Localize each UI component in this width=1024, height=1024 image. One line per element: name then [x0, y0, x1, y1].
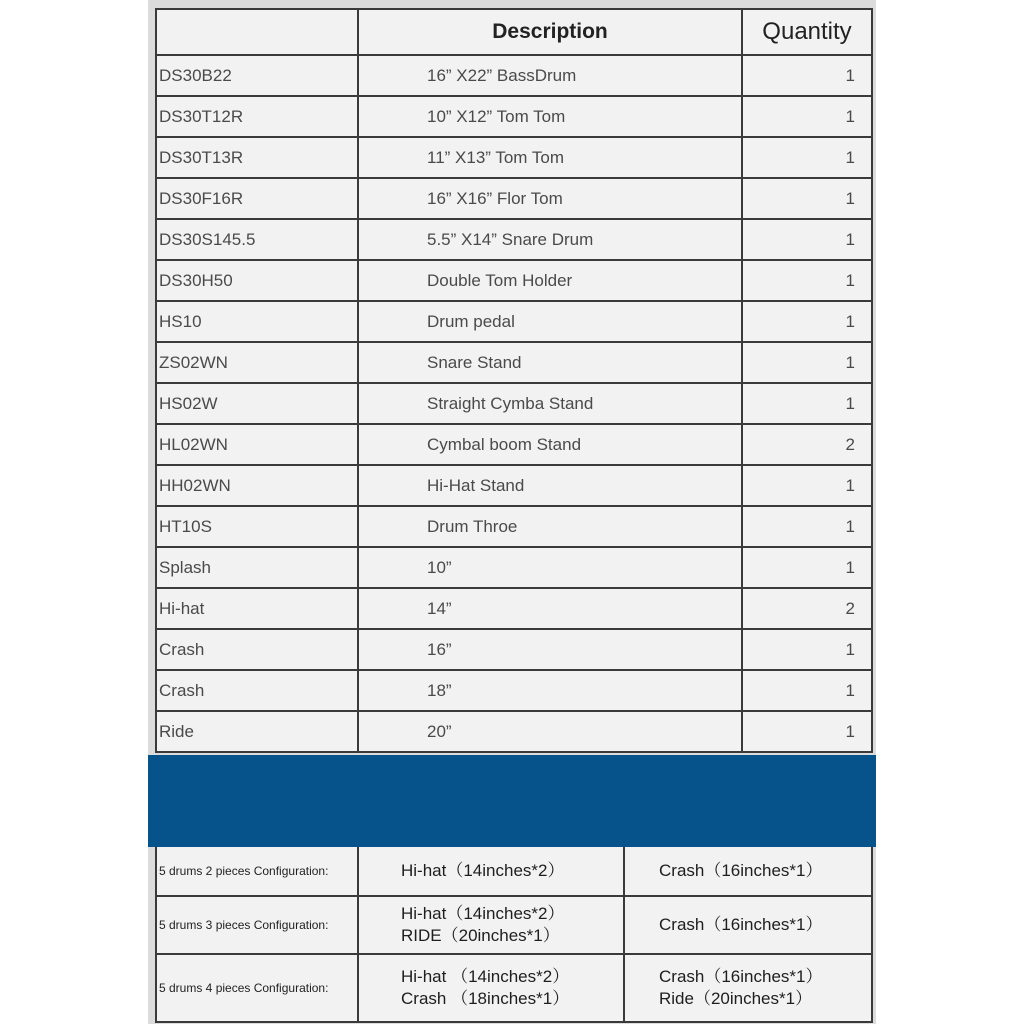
configuration-item: RIDE（20inches*1） — [401, 926, 560, 945]
cell-code: DS30S145.5 — [156, 219, 358, 260]
configuration-row — [156, 847, 872, 896]
cell-description: 11” X13” Tom Tom — [358, 137, 742, 178]
cell-description: 18” — [358, 670, 742, 711]
cell-code: DS30T12R — [156, 96, 358, 137]
table-row — [156, 383, 872, 424]
cell-description: Snare Stand — [358, 342, 742, 383]
table-row — [156, 260, 872, 301]
cell-quantity: 1 — [742, 670, 872, 711]
configuration-col2 — [624, 847, 872, 896]
configuration-label: 5 drums 4 pieces Configuration: — [156, 954, 358, 1022]
table-row — [156, 424, 872, 465]
configuration-item: Crash（16inches*1） — [659, 861, 823, 880]
cell-description: 14” — [358, 588, 742, 629]
cell-quantity: 2 — [742, 588, 872, 629]
cell-quantity: 1 — [742, 506, 872, 547]
table-row — [156, 178, 872, 219]
configuration-row — [156, 896, 872, 954]
table-row — [156, 506, 872, 547]
cell-code: HH02WN — [156, 465, 358, 506]
header-code — [156, 9, 358, 55]
cell-quantity: 1 — [742, 137, 872, 178]
parts-table-body — [156, 55, 872, 752]
table-row — [156, 670, 872, 711]
configuration-item: Crash（16inches*1） — [659, 967, 823, 986]
cell-quantity: 1 — [742, 178, 872, 219]
configuration-item: Ride（20inches*1） — [659, 989, 813, 1008]
configuration-row — [156, 954, 872, 1022]
cell-quantity: 1 — [742, 96, 872, 137]
table-row — [156, 219, 872, 260]
header-quantity: Quantity — [742, 9, 872, 55]
cell-description: Straight Cymba Stand — [358, 383, 742, 424]
configuration-item: Hi-hat （14inches*2） — [401, 967, 570, 986]
table-row — [156, 55, 872, 96]
cell-description: Hi-Hat Stand — [358, 465, 742, 506]
configuration-col1 — [358, 847, 624, 896]
cell-code: HL02WN — [156, 424, 358, 465]
configuration-table-body — [156, 847, 872, 1022]
table-row — [156, 547, 872, 588]
cell-code: ZS02WN — [156, 342, 358, 383]
table-header-row — [156, 9, 872, 55]
configuration-item: Crash （18inches*1） — [401, 989, 570, 1008]
cell-code: HS02W — [156, 383, 358, 424]
table-row — [156, 96, 872, 137]
table-row — [156, 137, 872, 178]
cell-quantity: 1 — [742, 547, 872, 588]
configuration-item: Crash（16inches*1） — [659, 915, 823, 934]
cell-quantity: 1 — [742, 55, 872, 96]
configuration-col2 — [624, 954, 872, 1022]
cell-code: Hi-hat — [156, 588, 358, 629]
cell-code: Crash — [156, 629, 358, 670]
configuration-label: 5 drums 3 pieces Configuration: — [156, 896, 358, 954]
cell-description: Cymbal boom Stand — [358, 424, 742, 465]
configuration-item: Hi-hat（14inches*2） — [401, 904, 565, 923]
cell-code: HT10S — [156, 506, 358, 547]
cell-description: 10” X12” Tom Tom — [358, 96, 742, 137]
cell-description: 5.5” X14” Snare Drum — [358, 219, 742, 260]
cell-description: Double Tom Holder — [358, 260, 742, 301]
cell-quantity: 1 — [742, 465, 872, 506]
cell-description: 16” X16” Flor Tom — [358, 178, 742, 219]
table-row — [156, 588, 872, 629]
configuration-col1 — [358, 954, 624, 1022]
cell-quantity: 1 — [742, 219, 872, 260]
cell-quantity: 1 — [742, 342, 872, 383]
configuration-table — [155, 847, 873, 1023]
cell-code: DS30T13R — [156, 137, 358, 178]
cell-description: 16” X22” BassDrum — [358, 55, 742, 96]
cell-code: DS30F16R — [156, 178, 358, 219]
configuration-label: 5 drums 2 pieces Configuration: — [156, 847, 358, 896]
configuration-item: Hi-hat（14inches*2） — [401, 861, 565, 880]
header-description: Description — [358, 9, 742, 55]
cell-code: DS30H50 — [156, 260, 358, 301]
cell-code: Ride — [156, 711, 358, 752]
cell-description: Drum Throe — [358, 506, 742, 547]
cell-quantity: 1 — [742, 301, 872, 342]
table-row — [156, 342, 872, 383]
cell-code: HS10 — [156, 301, 358, 342]
cell-description: 16” — [358, 629, 742, 670]
cell-quantity: 1 — [742, 629, 872, 670]
cell-code: DS30B22 — [156, 55, 358, 96]
configuration-col2 — [624, 896, 872, 954]
table-row — [156, 711, 872, 752]
cell-description: 20” — [358, 711, 742, 752]
parts-table — [155, 8, 873, 753]
cell-quantity: 1 — [742, 383, 872, 424]
cell-quantity: 1 — [742, 260, 872, 301]
table-row — [156, 465, 872, 506]
cell-code: Crash — [156, 670, 358, 711]
cell-code: Splash — [156, 547, 358, 588]
blue-banner — [148, 755, 876, 847]
table-row — [156, 629, 872, 670]
cell-quantity: 2 — [742, 424, 872, 465]
table-row — [156, 301, 872, 342]
cell-quantity: 1 — [742, 711, 872, 752]
configuration-col1 — [358, 896, 624, 954]
cell-description: Drum pedal — [358, 301, 742, 342]
cell-description: 10” — [358, 547, 742, 588]
